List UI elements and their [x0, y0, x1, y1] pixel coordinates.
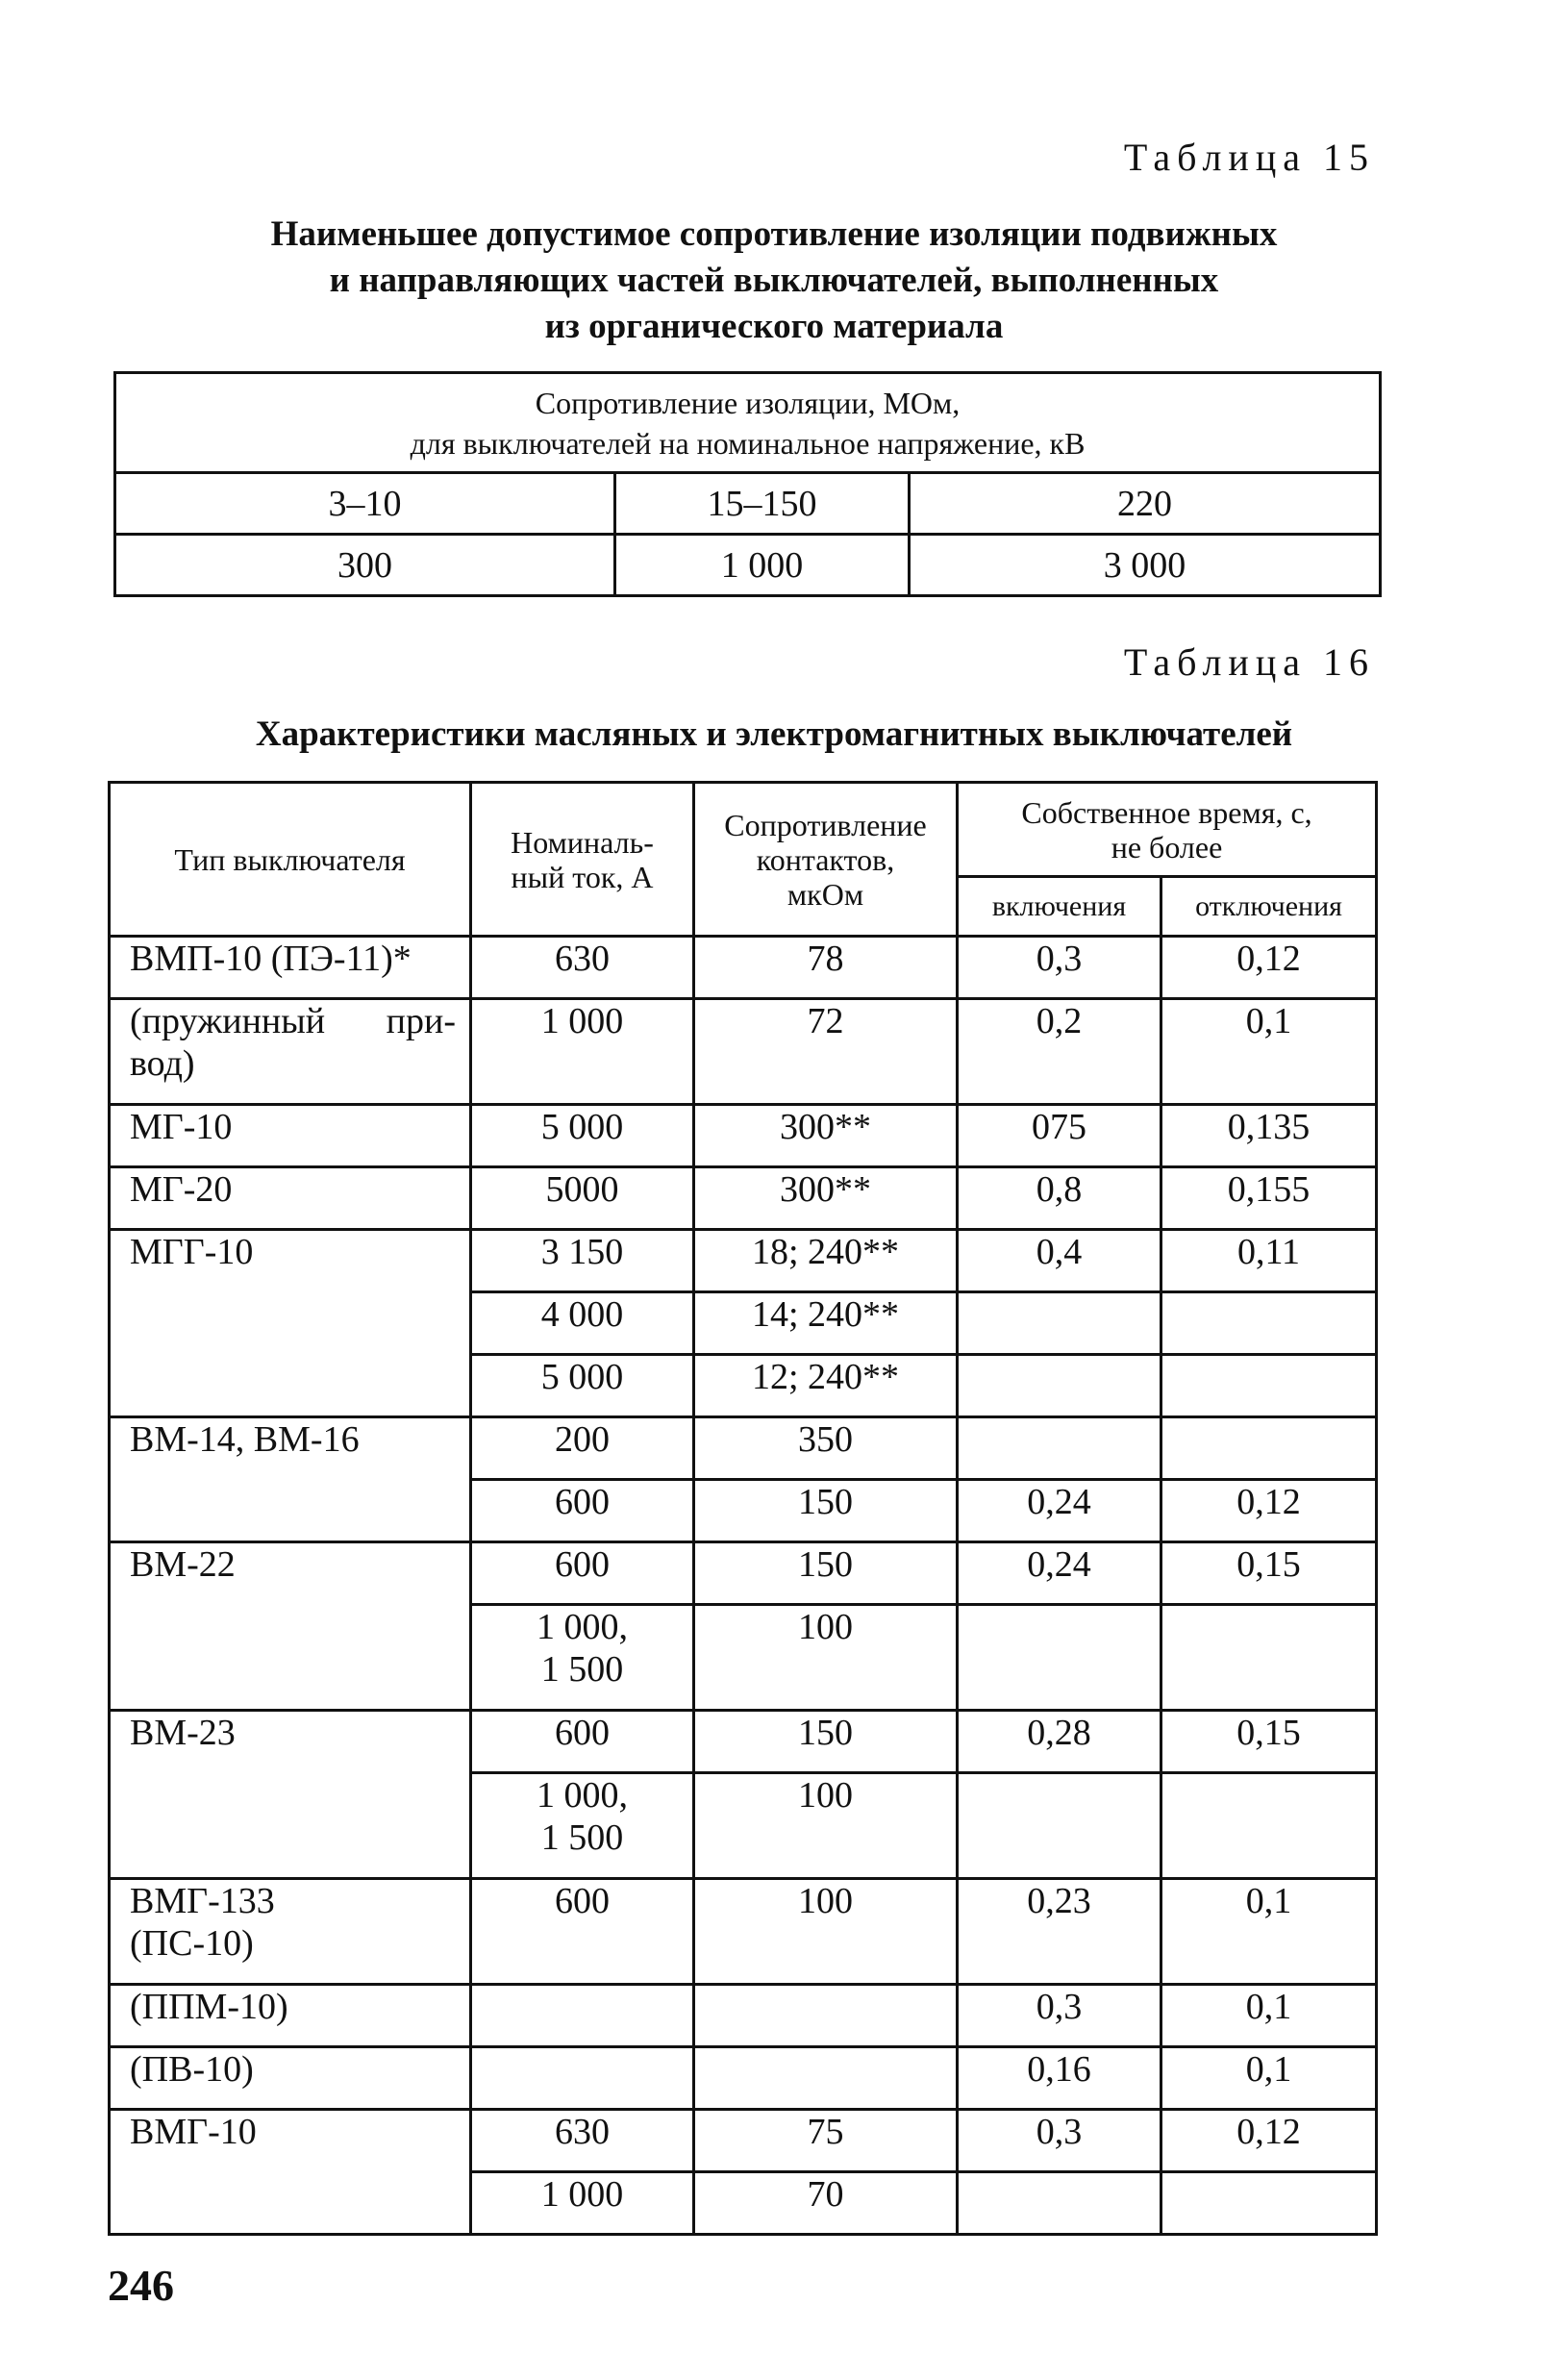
cell-current-line: 1 500 [540, 1817, 624, 1858]
header-time [958, 783, 1377, 877]
header-line: не более [1111, 829, 1223, 864]
cell-type [110, 999, 471, 1105]
cell-current-line: 1 500 [540, 1649, 624, 1690]
cell-current: 630 [471, 937, 694, 999]
table-cell: 15–150 [615, 473, 910, 535]
cell-current-line: 1 000, [537, 1775, 628, 1816]
cell-off [1161, 1417, 1377, 1480]
cell-type: ВМ-23 [110, 1711, 471, 1879]
cell-on: 0,3 [958, 2110, 1161, 2172]
cell-off: 0,1 [1161, 999, 1377, 1105]
table-cell: 3–10 [115, 473, 615, 535]
table-15-header-line: для выключателей на номинальное напряжение, кВ [410, 425, 1086, 461]
cell-type: МГ-20 [110, 1167, 471, 1230]
table-15-title-line: Наименьшее допустимое сопротивление изоляции подвижных [270, 214, 1278, 254]
cell-off [1161, 2172, 1377, 2235]
cell-resistance: 100 [694, 1605, 958, 1711]
cell-current: 600 [471, 1480, 694, 1542]
cell-on [958, 1355, 1161, 1417]
cell-on [958, 1417, 1161, 1480]
cell-resistance: 72 [694, 999, 958, 1105]
cell-resistance [694, 2047, 958, 2110]
cell-current: 630 [471, 2110, 694, 2172]
cell-current: 1 000 [471, 2172, 694, 2235]
cell-current-line: 1 000, [537, 1607, 628, 1647]
cell-type: МГГ-10 [110, 1230, 471, 1417]
table-cell: 3 000 [910, 535, 1381, 596]
table-row [110, 1105, 1377, 1167]
table-row [110, 1711, 1377, 1773]
cell-current: 3 150 [471, 1230, 694, 1292]
cell-type: ВМ-14, ВМ-16 [110, 1417, 471, 1542]
cell-type: ВМ-22 [110, 1542, 471, 1711]
cell-resistance: 300** [694, 1105, 958, 1167]
cell-resistance: 150 [694, 1542, 958, 1605]
table-cell: 1 000 [615, 535, 910, 596]
cell-off [1161, 1605, 1377, 1711]
cell-resistance: 18; 240** [694, 1230, 958, 1292]
cell-on: 0,3 [958, 937, 1161, 999]
cell-type: ВМГ-10 [110, 2110, 471, 2235]
cell-on: 0,8 [958, 1167, 1161, 1230]
cell-type-line: ВМГ-133 [130, 1881, 275, 1921]
cell-on [958, 1605, 1161, 1711]
header-on: включения [958, 877, 1161, 937]
cell-off: 0,12 [1161, 1480, 1377, 1542]
header-line: Собственное время, с, [1021, 794, 1312, 830]
cell-resistance: 100 [694, 1879, 958, 1985]
table-row [110, 999, 1377, 1105]
table-row [110, 1417, 1377, 1480]
cell-resistance: 12; 240** [694, 1355, 958, 1417]
cell-on: 0,3 [958, 1985, 1161, 2047]
cell-on: 0,4 [958, 1230, 1161, 1292]
table-row [110, 2110, 1377, 2172]
header-off: отключения [1161, 877, 1377, 937]
table-15-title-line: из органического материала [544, 307, 1004, 346]
header-resistance [694, 783, 958, 937]
cell-type: ВМП-10 (ПЭ-11)* [110, 937, 471, 999]
cell-on [958, 1773, 1161, 1879]
page-number: 246 [108, 2261, 174, 2310]
cell-off [1161, 1773, 1377, 1879]
table-row [110, 937, 1377, 999]
table-row [110, 1542, 1377, 1605]
table-row [110, 2047, 1377, 2110]
cell-off: 0,1 [1161, 1879, 1377, 1985]
cell-type-line: вод) [130, 1043, 195, 1084]
cell-off: 0,135 [1161, 1105, 1377, 1167]
cell-type: (ППМ-10) [110, 1985, 471, 2047]
cell-current: 4 000 [471, 1292, 694, 1355]
table-15-voltage-row [115, 473, 1381, 535]
cell-off: 0,12 [1161, 937, 1377, 999]
table-15-label: Таблица 15 [1123, 136, 1375, 179]
cell-type [110, 1879, 471, 1985]
cell-current [471, 2047, 694, 2110]
cell-resistance: 150 [694, 1711, 958, 1773]
header-line: Сопротивление [724, 807, 927, 842]
cell-resistance: 350 [694, 1417, 958, 1480]
table-16 [108, 781, 1378, 2236]
table-row [110, 1879, 1377, 1985]
table-15-resistance-row [115, 535, 1381, 596]
cell-off: 0,1 [1161, 1985, 1377, 2047]
cell-off: 0,15 [1161, 1711, 1377, 1773]
header-current [471, 783, 694, 937]
table-15-header [115, 373, 1381, 473]
cell-current: 200 [471, 1417, 694, 1480]
table-row [110, 1230, 1377, 1292]
header-line: Номиналь- [511, 824, 654, 860]
header-line: ный ток, А [511, 859, 654, 894]
cell-current: 5 000 [471, 1105, 694, 1167]
cell-on [958, 2172, 1161, 2235]
table-cell: 220 [910, 473, 1381, 535]
cell-on: 0,28 [958, 1711, 1161, 1773]
table-15-title-line: и направляющих частей выключателей, выполненных [329, 261, 1219, 300]
header-line: контактов, [756, 841, 895, 877]
cell-current [471, 1605, 694, 1711]
cell-current [471, 1985, 694, 2047]
table-row [110, 1167, 1377, 1230]
cell-current: 5000 [471, 1167, 694, 1230]
cell-current: 600 [471, 1542, 694, 1605]
table-row [110, 1985, 1377, 2047]
cell-resistance [694, 1985, 958, 2047]
cell-off: 0,155 [1161, 1167, 1377, 1230]
cell-current: 600 [471, 1879, 694, 1985]
cell-on [958, 1292, 1161, 1355]
cell-type: МГ-10 [110, 1105, 471, 1167]
cell-resistance: 150 [694, 1480, 958, 1542]
cell-on: 0,2 [958, 999, 1161, 1105]
cell-type-word: (пружинный [130, 1001, 326, 1041]
cell-on: 0,24 [958, 1542, 1161, 1605]
cell-off [1161, 1355, 1377, 1417]
cell-resistance: 100 [694, 1773, 958, 1879]
cell-on: 0,24 [958, 1480, 1161, 1542]
table-16-title: Характеристики масляных и электромагнитных выключателей [255, 714, 1293, 754]
cell-off: 0,15 [1161, 1542, 1377, 1605]
cell-off: 0,1 [1161, 2047, 1377, 2110]
table-15-header-line: Сопротивление изоляции, МОм, [535, 385, 961, 420]
cell-type-word: при- [386, 1001, 456, 1041]
cell-off: 0,12 [1161, 2110, 1377, 2172]
cell-on: 075 [958, 1105, 1161, 1167]
cell-resistance: 75 [694, 2110, 958, 2172]
cell-current: 5 000 [471, 1355, 694, 1417]
cell-current: 1 000 [471, 999, 694, 1105]
header-type: Тип выключателя [110, 783, 471, 937]
cell-type-line: (ПС-10) [130, 1923, 254, 1964]
cell-current [471, 1773, 694, 1879]
header-line: мкОм [786, 876, 864, 912]
cell-resistance: 78 [694, 937, 958, 999]
table-16-label: Таблица 16 [1123, 640, 1375, 684]
cell-resistance: 14; 240** [694, 1292, 958, 1355]
cell-type-line [130, 1000, 469, 1042]
cell-type: (ПВ-10) [110, 2047, 471, 2110]
table-cell: 300 [115, 535, 615, 596]
cell-resistance: 300** [694, 1167, 958, 1230]
table-15-title [77, 212, 1471, 350]
cell-on: 0,23 [958, 1879, 1161, 1985]
cell-on: 0,16 [958, 2047, 1161, 2110]
cell-resistance: 70 [694, 2172, 958, 2235]
table-15 [113, 371, 1382, 597]
cell-off [1161, 1292, 1377, 1355]
cell-current: 600 [471, 1711, 694, 1773]
cell-off: 0,11 [1161, 1230, 1377, 1292]
